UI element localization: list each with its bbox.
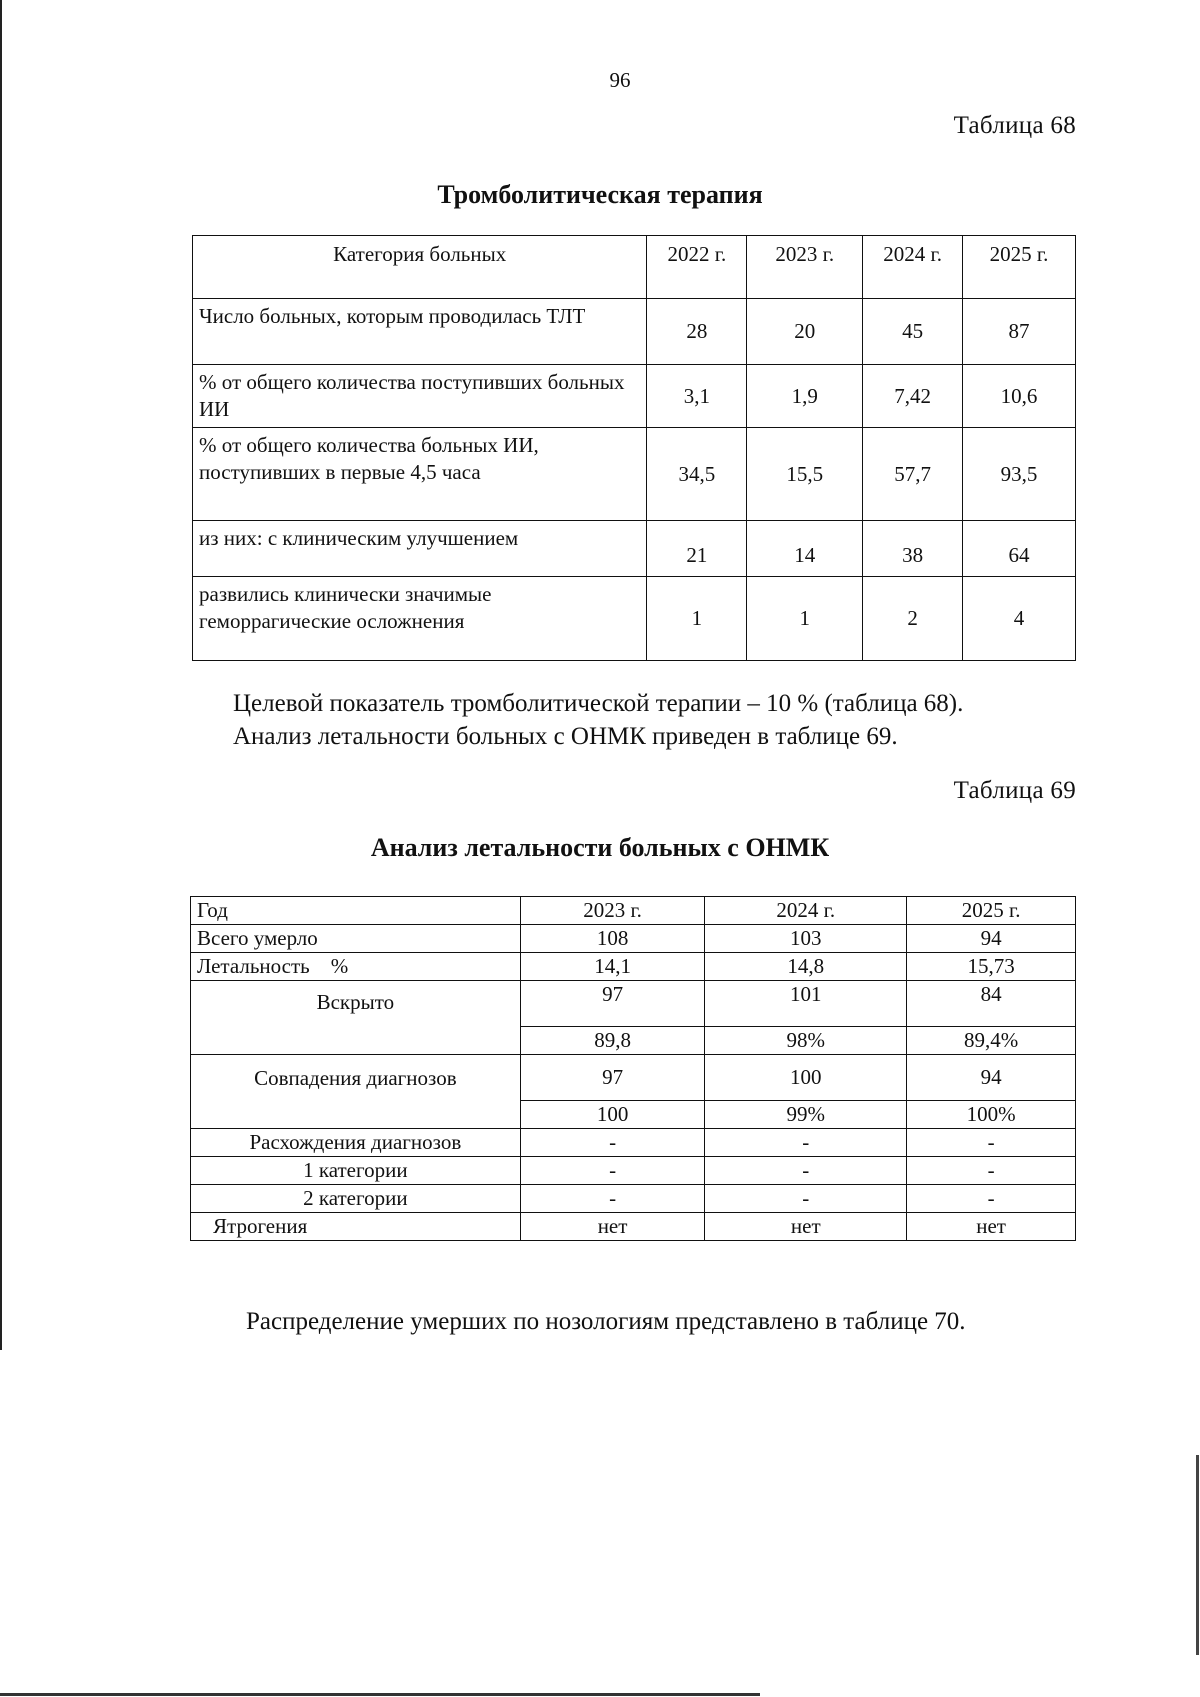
row-label: из них: с клиническим улучшением [193, 521, 647, 577]
row-label: 1 категории [191, 1157, 521, 1185]
header-year: 2024 г. [705, 897, 907, 925]
cell-value: 4 [963, 577, 1076, 661]
cell-value: - [520, 1157, 705, 1185]
table-header-row [193, 236, 1076, 299]
cell-value: 100% [907, 1101, 1076, 1129]
cell-value: нет [520, 1213, 705, 1241]
cell-value: 1 [647, 577, 747, 661]
row-label: развились клинически значимые геморрагические осложнения [193, 577, 647, 661]
table-row [193, 521, 1076, 577]
cell-value: 14 [747, 521, 863, 577]
cell-value: 87 [963, 299, 1076, 365]
table68-title: Тромболитическая терапия [437, 180, 763, 209]
cell-value: 100 [520, 1101, 705, 1129]
cell-value: 20 [747, 299, 863, 365]
row-label: Совпадения диагнозов [191, 1055, 521, 1129]
table-row [191, 1185, 1076, 1213]
cell-value: 15,73 [907, 953, 1076, 981]
header-year: 2024 г. [863, 236, 963, 299]
cell-value: 28 [647, 299, 747, 365]
thrombolytic-therapy-table [192, 235, 1076, 661]
cell-value: 98% [705, 1027, 907, 1055]
cell-value: 3,1 [647, 365, 747, 428]
cell-value: 94 [907, 925, 1076, 953]
cell-value: 100 [705, 1055, 907, 1101]
row-label: % от общего количества больных ИИ, поступивших в первые 4,5 часа [193, 428, 647, 521]
cell-value: 103 [705, 925, 907, 953]
cell-value: 10,6 [963, 365, 1076, 428]
table-row [193, 428, 1076, 521]
cell-value: 21 [647, 521, 747, 577]
row-label: Вскрыто [191, 981, 521, 1055]
cell-value: - [705, 1129, 907, 1157]
row-label: Расхождения диагнозов [191, 1129, 521, 1157]
cell-value: - [907, 1129, 1076, 1157]
header-year: 2023 г. [747, 236, 863, 299]
row-label: % от общего количества поступивших больных ИИ [193, 365, 647, 428]
table-row [191, 1129, 1076, 1157]
table-row [191, 1157, 1076, 1185]
header-category: Категория больных [193, 236, 647, 299]
cell-value: 99% [705, 1101, 907, 1129]
cell-value: 14,8 [705, 953, 907, 981]
table69-caption: Таблица 69 [953, 777, 1076, 804]
header-year: 2023 г. [520, 897, 705, 925]
header-year: 2022 г. [647, 236, 747, 299]
cell-value: 101 [705, 981, 907, 1027]
cell-value: - [705, 1157, 907, 1185]
header-year: 2025 г. [907, 897, 1076, 925]
cell-value: 7,42 [863, 365, 963, 428]
cell-value: 89,4% [907, 1027, 1076, 1055]
table-row [191, 953, 1076, 981]
cell-value: - [520, 1129, 705, 1157]
scan-edge-right [1196, 1455, 1199, 1655]
cell-value: 2 [863, 577, 963, 661]
table-row [193, 577, 1076, 661]
cell-value: - [907, 1185, 1076, 1213]
cell-value: 93,5 [963, 428, 1076, 521]
cell-value: нет [907, 1213, 1076, 1241]
cell-value: 97 [520, 981, 705, 1027]
table-row [191, 981, 1076, 1027]
cell-value: 57,7 [863, 428, 963, 521]
cell-value: 97 [520, 1055, 705, 1101]
header-year: 2025 г. [963, 236, 1076, 299]
cell-value: нет [705, 1213, 907, 1241]
cell-value: 94 [907, 1055, 1076, 1101]
cell-value: - [520, 1185, 705, 1213]
table-row [191, 1213, 1076, 1241]
cell-value: 1 [747, 577, 863, 661]
table68-caption: Таблица 68 [953, 112, 1076, 139]
paragraph-target: Целевой показатель тромболитической терапии – 10 % (таблица 68). [233, 690, 964, 717]
paragraph-distribution: Распределение умерших по нозологиям представлено в таблице 70. [246, 1308, 966, 1335]
lethality-table [190, 896, 1076, 1241]
cell-value: 108 [520, 925, 705, 953]
cell-value: 38 [863, 521, 963, 577]
table-row [193, 365, 1076, 428]
row-label: 2 категории [191, 1185, 521, 1213]
cell-value: - [907, 1157, 1076, 1185]
header-year-label: Год [191, 897, 521, 925]
scan-edge-bottom [0, 1693, 760, 1696]
table-row [191, 925, 1076, 953]
row-label: Ятрогения [191, 1213, 521, 1241]
table-header-row [191, 897, 1076, 925]
row-label: Всего умерло [191, 925, 521, 953]
cell-value: 89,8 [520, 1027, 705, 1055]
cell-value: 34,5 [647, 428, 747, 521]
cell-value: 15,5 [747, 428, 863, 521]
row-label: Летальность % [191, 953, 521, 981]
paragraph-analysis: Анализ летальности больных с ОНМК приведен в таблице 69. [233, 723, 898, 750]
row-label: Число больных, которым проводилась ТЛТ [193, 299, 647, 365]
cell-value: 45 [863, 299, 963, 365]
cell-value: 84 [907, 981, 1076, 1027]
page-number: 96 [609, 68, 631, 92]
table69-title: Анализ летальности больных с ОНМК [370, 833, 830, 862]
table-row [191, 1055, 1076, 1101]
cell-value: - [705, 1185, 907, 1213]
cell-value: 64 [963, 521, 1076, 577]
cell-value: 1,9 [747, 365, 863, 428]
table-row [193, 299, 1076, 365]
cell-value: 14,1 [520, 953, 705, 981]
